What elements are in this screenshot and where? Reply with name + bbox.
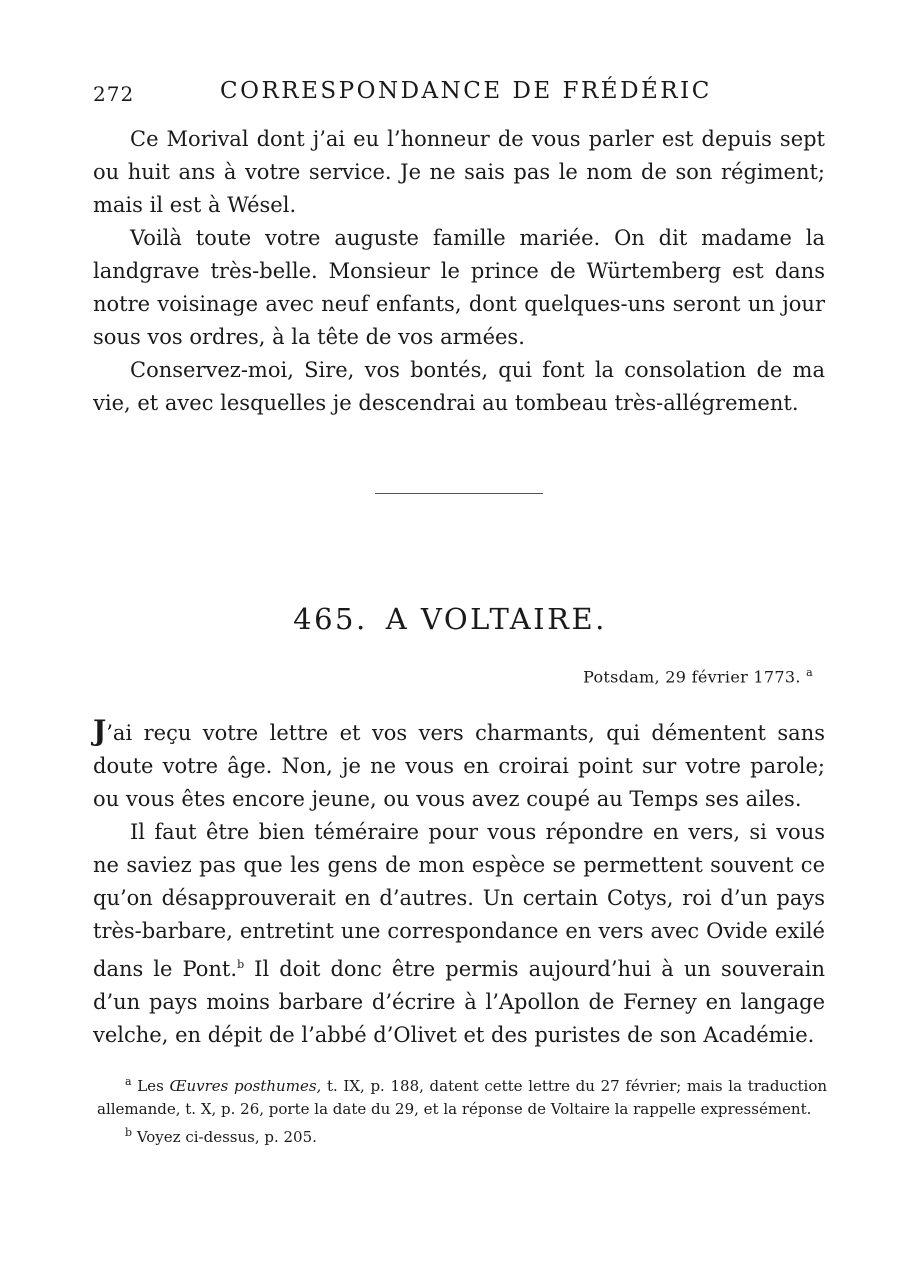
paragraph-text: Il doit donc être permis aujourd’hui à un souverain d’un pays moins barbare d’écrire à l’Apollon de Ferney en langage velche, en dépit de l’abbé d’Olivet et des puristes de son Académie. [93, 957, 825, 1047]
running-head [93, 78, 833, 108]
footnote-a [97, 1070, 827, 1121]
footnote-b [97, 1121, 827, 1149]
footnote-mark: a [125, 1075, 132, 1088]
page-number: 272 [93, 82, 135, 106]
footnote-ref: b [237, 958, 245, 971]
footnote-ref: a [806, 666, 813, 679]
initial-letter: J [93, 714, 107, 747]
letter-body [93, 714, 825, 1052]
letter-heading [0, 602, 900, 636]
section-divider [375, 493, 543, 494]
paragraph: Voilà toute votre auguste famille mariée. On dit madame la landgrave très-belle. Monsieur le prince de Würtemberg est dans notre voisinage avec neuf enfants, dont quelques-uns seront un jour sous vos ordres, à la tête de vos armées. [93, 226, 825, 349]
footnote-title: Œuvres posthumes, [169, 1077, 322, 1095]
dateline [583, 666, 813, 686]
previous-letter-text [93, 123, 825, 420]
paragraph-text: Il faut être bien téméraire pour vous répondre en vers, si vous ne saviez pas que les gens de mon espèce se permettent souvent ce qu’on désapprouverait en d’autres. Un certain Cotys, roi d’un pays très-barbare, entretint une correspondance en vers avec Ovide exilé dans le Pont. [93, 820, 825, 981]
footnote-text: Voyez ci-dessus, p. 205. [132, 1128, 317, 1146]
footnote-mark: b [125, 1126, 133, 1139]
letter-title: A VOLTAIRE. [385, 602, 607, 636]
paragraph [93, 714, 825, 816]
paragraph: Ce Morival dont j’ai eu l’honneur de vous parler est depuis sept ou huit ans à votre service. Je ne sais pas le nom de son régiment; mais il est à Wésel. [93, 127, 825, 217]
paragraph [93, 816, 825, 1052]
footnote-text: t. IX, p. 188, datent cette lettre du 27 février; mais la traduction allemande, t. X, p. 26, porte la date du 29, et la réponse de Voltaire la rappelle expressément. [97, 1077, 828, 1118]
footnote-text: Les [131, 1077, 170, 1095]
dateline-text: Potsdam, 29 février 1773. [583, 667, 801, 687]
running-title: CORRESPONDANCE DE FRÉDÉRIC [220, 78, 712, 104]
letter-number: 465. [293, 602, 368, 636]
paragraph-text: ’ai reçu votre lettre et vos vers charmants, qui démentent sans doute votre âge. Non, je ne vous en croirai point sur votre parole; ou vous êtes encore jeune, ou vous avez coupé au Temps ses ailes. [93, 721, 825, 811]
paragraph: Conservez-moi, Sire, vos bontés, qui font la consolation de ma vie, et avec lesquelles je descendrai au tombeau très-allégrement. [93, 358, 825, 415]
footnotes [97, 1070, 827, 1149]
